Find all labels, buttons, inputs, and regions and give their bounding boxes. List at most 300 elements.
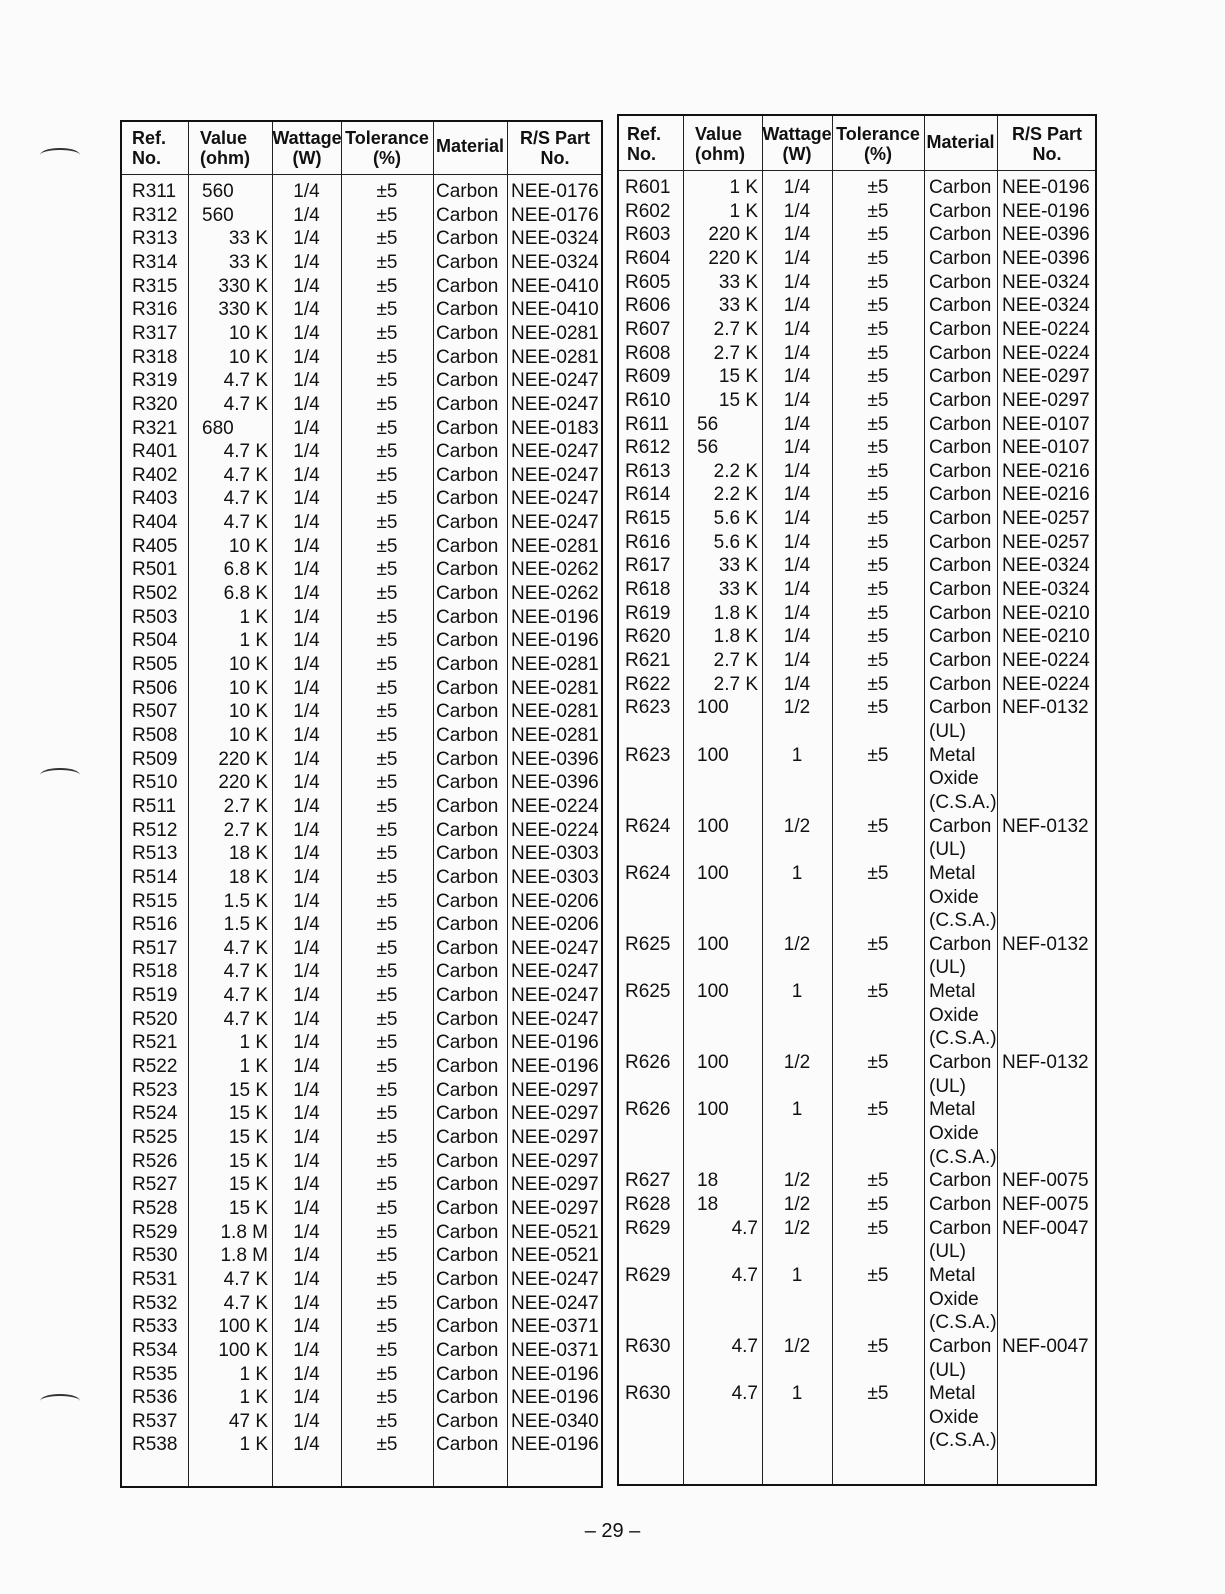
table-row <box>619 554 1095 578</box>
part-no-cell: NEE-0297 <box>511 1150 599 1172</box>
tolerance-cell: ±5 <box>376 1150 398 1172</box>
part-no-cell: NEE-0196 <box>1002 200 1090 222</box>
ref-cell: R510 <box>132 772 178 794</box>
value-cell: 2.7 K <box>713 650 758 671</box>
value-cell: 100 <box>697 744 729 766</box>
material-cell: Carbon <box>436 748 499 770</box>
part-no-cell: NEE-0176 <box>511 181 599 202</box>
table-row <box>619 1193 1095 1217</box>
part-no-cell: NEE-0281 <box>511 654 599 675</box>
value-cell: 1 K <box>239 606 268 628</box>
table-row <box>619 1240 1095 1264</box>
value-cell: 100 <box>697 697 729 719</box>
material-cell: Metal <box>929 981 976 1003</box>
table-row <box>619 886 1095 910</box>
table-row <box>619 1217 1095 1241</box>
tolerance-cell: ±5 <box>867 271 889 293</box>
table-row <box>122 346 601 370</box>
tolerance-cell: ±5 <box>376 1292 398 1314</box>
ref-cell: R622 <box>625 673 671 695</box>
material-cell: Carbon <box>436 1127 499 1148</box>
value-cell: 560 <box>202 204 234 226</box>
part-no-cell: NEF-0047 <box>1002 1217 1089 1239</box>
part-no-cell: NEE-0281 <box>511 535 599 557</box>
material-cell: Carbon <box>436 677 499 699</box>
value-cell: 560 <box>202 181 234 202</box>
ref-cell: R625 <box>625 981 671 1003</box>
value-cell: 220 K <box>708 224 758 246</box>
wattage-cell: 1/4 <box>293 1268 320 1290</box>
tolerance-cell: ±5 <box>867 484 889 506</box>
part-no-cell: NEF-0132 <box>1002 933 1089 955</box>
material-cell: Carbon <box>929 484 992 506</box>
wattage-cell: 1/2 <box>783 1335 811 1357</box>
tolerance-cell: ±5 <box>376 322 398 344</box>
wattage-cell: 1/4 <box>293 795 320 817</box>
value-cell: 4.7 K <box>223 1268 268 1290</box>
tolerance-cell: ±5 <box>376 1103 398 1125</box>
table-row <box>619 413 1095 437</box>
ref-cell: R626 <box>625 1052 671 1074</box>
tolerance-cell: ±5 <box>867 626 889 648</box>
material-cell: Carbon <box>929 508 992 530</box>
value-cell: 1.5 K <box>223 890 268 912</box>
table-row <box>619 956 1095 980</box>
material-cell: Carbon <box>436 1056 499 1078</box>
material-cell: Carbon <box>436 795 499 817</box>
tolerance-cell: ±5 <box>376 1410 398 1432</box>
wattage-cell: 1 <box>791 1099 803 1121</box>
wattage-cell: 1/4 <box>783 224 811 246</box>
tolerance-cell: ±5 <box>376 985 398 1007</box>
wattage-cell: 1/4 <box>293 985 320 1007</box>
tolerance-cell: ±5 <box>867 981 889 1003</box>
tolerance-cell: ±5 <box>867 200 889 222</box>
material-cell: Carbon <box>436 1150 499 1172</box>
wattage-cell: 1/4 <box>293 1056 320 1078</box>
material-cell: (UL) <box>929 1075 966 1097</box>
tolerance-cell: ±5 <box>376 299 398 321</box>
part-no-cell: NEE-0324 <box>511 251 599 273</box>
tolerance-cell: ±5 <box>376 1221 398 1243</box>
table-row <box>122 771 601 795</box>
wattage-cell: 1/4 <box>293 417 320 439</box>
value-cell: 2.7 K <box>223 795 268 817</box>
material-cell: Carbon <box>929 224 992 246</box>
wattage-cell: 1 <box>791 1264 803 1286</box>
value-cell: 10 K <box>228 535 268 557</box>
header-value: Value (ohm) <box>200 128 250 168</box>
part-no-cell: NEE-0247 <box>511 1008 599 1030</box>
table-row <box>122 653 601 677</box>
material-cell: Carbon <box>436 393 499 415</box>
wattage-cell: 1/4 <box>293 937 320 959</box>
tolerance-cell: ±5 <box>376 1127 398 1148</box>
value-cell: 4.7 K <box>223 985 268 1007</box>
ref-cell: R517 <box>132 937 178 959</box>
table-row <box>122 1386 601 1410</box>
table-row <box>122 913 601 937</box>
header-ref-no: Ref. No. <box>627 124 662 164</box>
value-cell: 2.7 K <box>713 342 758 364</box>
wattage-cell: 1/4 <box>783 200 811 222</box>
tolerance-cell: ±5 <box>376 1079 398 1101</box>
value-cell: 2.7 K <box>713 673 758 695</box>
table-row <box>619 791 1095 815</box>
ref-cell: R405 <box>132 535 178 557</box>
part-no-cell: NEE-0297 <box>1002 389 1090 411</box>
table-row <box>619 483 1095 507</box>
wattage-cell: 1/4 <box>783 389 811 411</box>
header-wattage: Wattage (W) <box>272 128 342 168</box>
part-no-cell: NEE-0396 <box>511 772 599 794</box>
part-no-cell: NEE-0247 <box>511 512 599 534</box>
tolerance-cell: ±5 <box>376 441 398 463</box>
table-row <box>619 602 1095 626</box>
ref-cell: R503 <box>132 606 178 628</box>
wattage-cell: 1/4 <box>293 1292 320 1314</box>
table-row <box>619 531 1095 555</box>
tolerance-cell: ±5 <box>867 1099 889 1121</box>
value-cell: 100 <box>697 815 729 837</box>
material-cell: Carbon <box>929 366 992 388</box>
ref-cell: R534 <box>132 1339 178 1361</box>
part-no-cell: NEF-0132 <box>1002 815 1089 837</box>
value-cell: 15 K <box>718 366 758 388</box>
material-cell: Carbon <box>436 1079 499 1101</box>
wattage-cell: 1 <box>791 862 803 884</box>
part-no-cell: NEE-0196 <box>511 1387 599 1409</box>
table-row <box>122 582 601 606</box>
wattage-cell: 1/4 <box>293 843 320 865</box>
ref-cell: R613 <box>625 460 671 482</box>
material-cell: Carbon <box>436 1268 499 1290</box>
tolerance-cell: ±5 <box>867 555 889 577</box>
part-no-cell: NEE-0297 <box>511 1079 599 1101</box>
wattage-cell: 1/4 <box>293 1245 320 1267</box>
value-cell: 33 K <box>228 228 268 250</box>
material-cell: Oxide <box>929 768 979 790</box>
wattage-cell: 1/4 <box>293 772 320 794</box>
table-row <box>122 275 601 299</box>
part-no-cell: NEE-0224 <box>1002 650 1090 671</box>
material-cell: Carbon <box>436 890 499 912</box>
table-row <box>122 298 601 322</box>
table-row <box>619 389 1095 413</box>
table-row <box>122 251 601 275</box>
part-no-cell: NEE-0196 <box>511 630 599 652</box>
material-cell: Carbon <box>436 346 499 368</box>
table-row <box>122 1315 601 1339</box>
wattage-cell: 1/4 <box>293 322 320 344</box>
ref-cell: R628 <box>625 1193 671 1215</box>
material-cell: (C.S.A.) <box>929 1312 997 1334</box>
tolerance-cell: ±5 <box>376 724 398 746</box>
wattage-cell: 1/2 <box>783 1217 811 1239</box>
part-no-cell: NEE-0216 <box>1002 460 1090 482</box>
ref-cell: R535 <box>132 1363 178 1385</box>
wattage-cell: 1/4 <box>293 1008 320 1030</box>
material-cell: Carbon <box>929 1335 992 1357</box>
value-cell: 4.7 <box>731 1264 758 1286</box>
table-row <box>122 369 601 393</box>
wattage-cell: 1/4 <box>783 602 811 624</box>
material-cell: Carbon <box>929 177 992 198</box>
table-row <box>122 204 601 228</box>
wattage-cell: 1/4 <box>293 914 320 936</box>
value-cell: 56 <box>697 437 719 459</box>
tolerance-cell: ±5 <box>867 460 889 482</box>
tolerance-cell: ±5 <box>376 346 398 368</box>
material-cell: Carbon <box>929 437 992 459</box>
table-row <box>122 322 601 346</box>
part-no-cell: NEE-0521 <box>511 1245 599 1267</box>
tolerance-cell: ±5 <box>376 559 398 581</box>
wattage-cell: 1/4 <box>293 1221 320 1243</box>
tolerance-cell: ±5 <box>376 630 398 652</box>
table-row <box>619 838 1095 862</box>
part-no-cell: NEF-0047 <box>1002 1335 1089 1357</box>
table-row <box>122 1126 601 1150</box>
tolerance-cell: ±5 <box>867 342 889 364</box>
material-cell: (C.S.A.) <box>929 1430 997 1452</box>
table-row <box>619 1335 1095 1359</box>
table-row <box>122 1102 601 1126</box>
part-no-cell: NEE-0324 <box>511 228 599 250</box>
value-cell: 1.8 M <box>220 1245 268 1267</box>
ref-cell: R314 <box>132 251 178 273</box>
value-cell: 1.5 K <box>223 914 268 936</box>
material-cell: Carbon <box>436 1316 499 1338</box>
wattage-cell: 1/4 <box>783 366 811 388</box>
tolerance-cell: ±5 <box>376 961 398 983</box>
ref-cell: R321 <box>132 417 178 439</box>
tolerance-cell: ±5 <box>867 437 889 459</box>
material-cell: Carbon <box>436 1174 499 1196</box>
value-cell: 220 K <box>708 247 758 269</box>
table-row <box>619 1122 1095 1146</box>
material-cell: Carbon <box>436 772 499 794</box>
tolerance-cell: ±5 <box>867 1052 889 1074</box>
table-row <box>122 700 601 724</box>
material-cell: Carbon <box>929 579 992 601</box>
ref-cell: R630 <box>625 1335 671 1357</box>
part-no-cell: NEF-0075 <box>1002 1193 1089 1215</box>
part-no-cell: NEE-0107 <box>1002 437 1090 459</box>
wattage-cell: 1/4 <box>783 271 811 293</box>
part-no-cell: NEE-0262 <box>511 583 599 605</box>
material-cell: Carbon <box>929 673 992 695</box>
ref-cell: R619 <box>625 602 671 624</box>
tolerance-cell: ±5 <box>376 1032 398 1054</box>
value-cell: 10 K <box>228 724 268 746</box>
value-cell: 1 K <box>239 1434 268 1456</box>
tolerance-cell: ±5 <box>867 579 889 601</box>
material-cell: Carbon <box>436 937 499 959</box>
material-cell: Carbon <box>436 464 499 486</box>
table-row <box>619 862 1095 886</box>
tolerance-cell: ±5 <box>376 890 398 912</box>
ref-cell: R617 <box>625 555 671 577</box>
part-no-cell: NEE-0410 <box>511 299 599 321</box>
value-cell: 100 <box>697 862 729 884</box>
tolerance-cell: ±5 <box>376 204 398 226</box>
material-cell: Metal <box>929 744 976 766</box>
header-part-no: R/S Part No. <box>1011 124 1083 164</box>
header-part-no: R/S Part No. <box>519 128 591 168</box>
wattage-cell: 1/4 <box>783 413 811 435</box>
ref-cell: R624 <box>625 815 671 837</box>
table-row <box>122 724 601 748</box>
wattage-cell: 1/4 <box>783 531 811 553</box>
value-cell: 33 K <box>718 271 758 293</box>
ref-cell: R509 <box>132 748 178 770</box>
ref-cell: R511 <box>132 795 177 817</box>
ref-cell: R629 <box>625 1264 671 1286</box>
ref-cell: R519 <box>132 985 178 1007</box>
ref-cell: R528 <box>132 1197 178 1219</box>
value-cell: 47 K <box>228 1410 268 1432</box>
ref-cell: R520 <box>132 1008 178 1030</box>
part-no-cell: NEE-0247 <box>511 1268 599 1290</box>
material-cell: (UL) <box>929 839 966 861</box>
value-cell: 4.7 K <box>223 370 268 392</box>
part-no-cell: NEE-0410 <box>511 275 599 297</box>
ref-cell: R315 <box>132 275 178 297</box>
part-no-cell: NEE-0297 <box>511 1127 599 1148</box>
table-row <box>619 247 1095 271</box>
wattage-cell: 1/4 <box>293 654 320 675</box>
value-cell: 4.7 <box>731 1383 758 1405</box>
value-cell: 15 K <box>228 1197 268 1219</box>
wattage-cell: 1/4 <box>293 701 320 723</box>
part-no-cell: NEF-0132 <box>1002 697 1089 719</box>
table-row <box>619 1264 1095 1288</box>
tolerance-cell: ±5 <box>867 697 889 719</box>
part-no-cell: NEE-0281 <box>511 322 599 344</box>
part-no-cell: NEE-0262 <box>511 559 599 581</box>
ref-cell: R524 <box>132 1103 178 1125</box>
material-cell: Carbon <box>929 389 992 411</box>
value-cell: 15 K <box>228 1103 268 1125</box>
table-row <box>122 890 601 914</box>
value-cell: 4.7 <box>731 1217 758 1239</box>
value-cell: 4.7 K <box>223 464 268 486</box>
part-no-cell: NEE-0371 <box>511 1339 599 1361</box>
tolerance-cell: ±5 <box>867 673 889 695</box>
table-row <box>122 1221 601 1245</box>
wattage-cell: 1/4 <box>293 1127 320 1148</box>
ref-cell: R516 <box>132 914 178 936</box>
material-cell: Oxide <box>929 1004 979 1026</box>
material-cell: Oxide <box>929 886 979 908</box>
part-no-cell: NEE-0183 <box>511 417 599 439</box>
value-cell: 2.2 K <box>713 460 758 482</box>
table-row <box>122 1197 601 1221</box>
material-cell: Carbon <box>436 606 499 628</box>
ref-cell: R611 <box>625 413 670 435</box>
wattage-cell: 1/4 <box>783 177 811 198</box>
wattage-cell: 1/4 <box>293 1410 320 1432</box>
material-cell: Carbon <box>436 724 499 746</box>
tolerance-cell: ±5 <box>867 318 889 340</box>
ref-cell: R629 <box>625 1217 671 1239</box>
material-cell: Metal <box>929 1383 976 1405</box>
part-no-cell: NEE-0324 <box>1002 555 1090 577</box>
part-no-cell: NEE-0297 <box>1002 366 1090 388</box>
value-cell: 2.7 K <box>223 819 268 841</box>
material-cell: Carbon <box>436 1032 499 1054</box>
part-no-cell: NEF-0132 <box>1002 1052 1089 1074</box>
header-tolerance: Tolerance (%) <box>345 128 429 168</box>
ref-cell: R616 <box>625 531 671 553</box>
material-cell: Carbon <box>436 1103 499 1125</box>
wattage-cell: 1/2 <box>783 933 811 955</box>
material-cell: Carbon <box>929 413 992 435</box>
material-cell: Carbon <box>929 1170 992 1192</box>
ref-cell: R601 <box>625 177 671 198</box>
tolerance-cell: ±5 <box>376 512 398 534</box>
ref-cell: R536 <box>132 1387 178 1409</box>
material-cell: Metal <box>929 1099 976 1121</box>
material-cell: Carbon <box>929 1052 992 1074</box>
table-row <box>122 1173 601 1197</box>
wattage-cell: 1/4 <box>293 393 320 415</box>
part-no-cell: NEE-0216 <box>1002 484 1090 506</box>
part-no-cell: NEE-0247 <box>511 1292 599 1314</box>
tolerance-cell: ±5 <box>376 677 398 699</box>
ref-cell: R312 <box>132 204 178 226</box>
material-cell: Carbon <box>436 559 499 581</box>
part-no-cell: NEE-0107 <box>1002 413 1090 435</box>
value-cell: 100 K <box>218 1316 268 1338</box>
material-cell: Carbon <box>929 697 992 719</box>
wattage-cell: 1/4 <box>293 441 320 463</box>
material-cell: Carbon <box>436 1434 499 1456</box>
table-row <box>122 1055 601 1079</box>
wattage-cell: 1/4 <box>783 460 811 482</box>
wattage-cell: 1/4 <box>293 535 320 557</box>
ref-cell: R403 <box>132 488 178 510</box>
wattage-cell: 1/4 <box>783 626 811 648</box>
page-number: – 29 – <box>584 1520 641 1542</box>
table-row <box>619 1311 1095 1335</box>
ref-cell: R533 <box>132 1316 178 1338</box>
table-row <box>619 933 1095 957</box>
tolerance-cell: ±5 <box>867 933 889 955</box>
wattage-cell: 1/4 <box>293 583 320 605</box>
value-cell: 33 K <box>718 555 758 577</box>
ref-cell: R624 <box>625 862 671 884</box>
table-row <box>619 744 1095 768</box>
material-cell: Carbon <box>436 488 499 510</box>
wattage-cell: 1/4 <box>293 204 320 226</box>
table-row <box>122 677 601 701</box>
material-cell: Carbon <box>436 583 499 605</box>
value-cell: 4.7 K <box>223 1008 268 1030</box>
table-row <box>122 1339 601 1363</box>
wattage-cell: 1/2 <box>783 1170 811 1192</box>
ref-cell: R402 <box>132 464 178 486</box>
header-material: Material <box>435 136 505 156</box>
table-row <box>619 1429 1095 1453</box>
table-row <box>122 393 601 417</box>
wattage-cell: 1/4 <box>293 677 320 699</box>
wattage-cell: 1/4 <box>293 228 320 250</box>
material-cell: (C.S.A.) <box>929 1028 997 1050</box>
wattage-cell: 1/4 <box>293 275 320 297</box>
part-no-cell: NEE-0257 <box>1002 508 1090 530</box>
